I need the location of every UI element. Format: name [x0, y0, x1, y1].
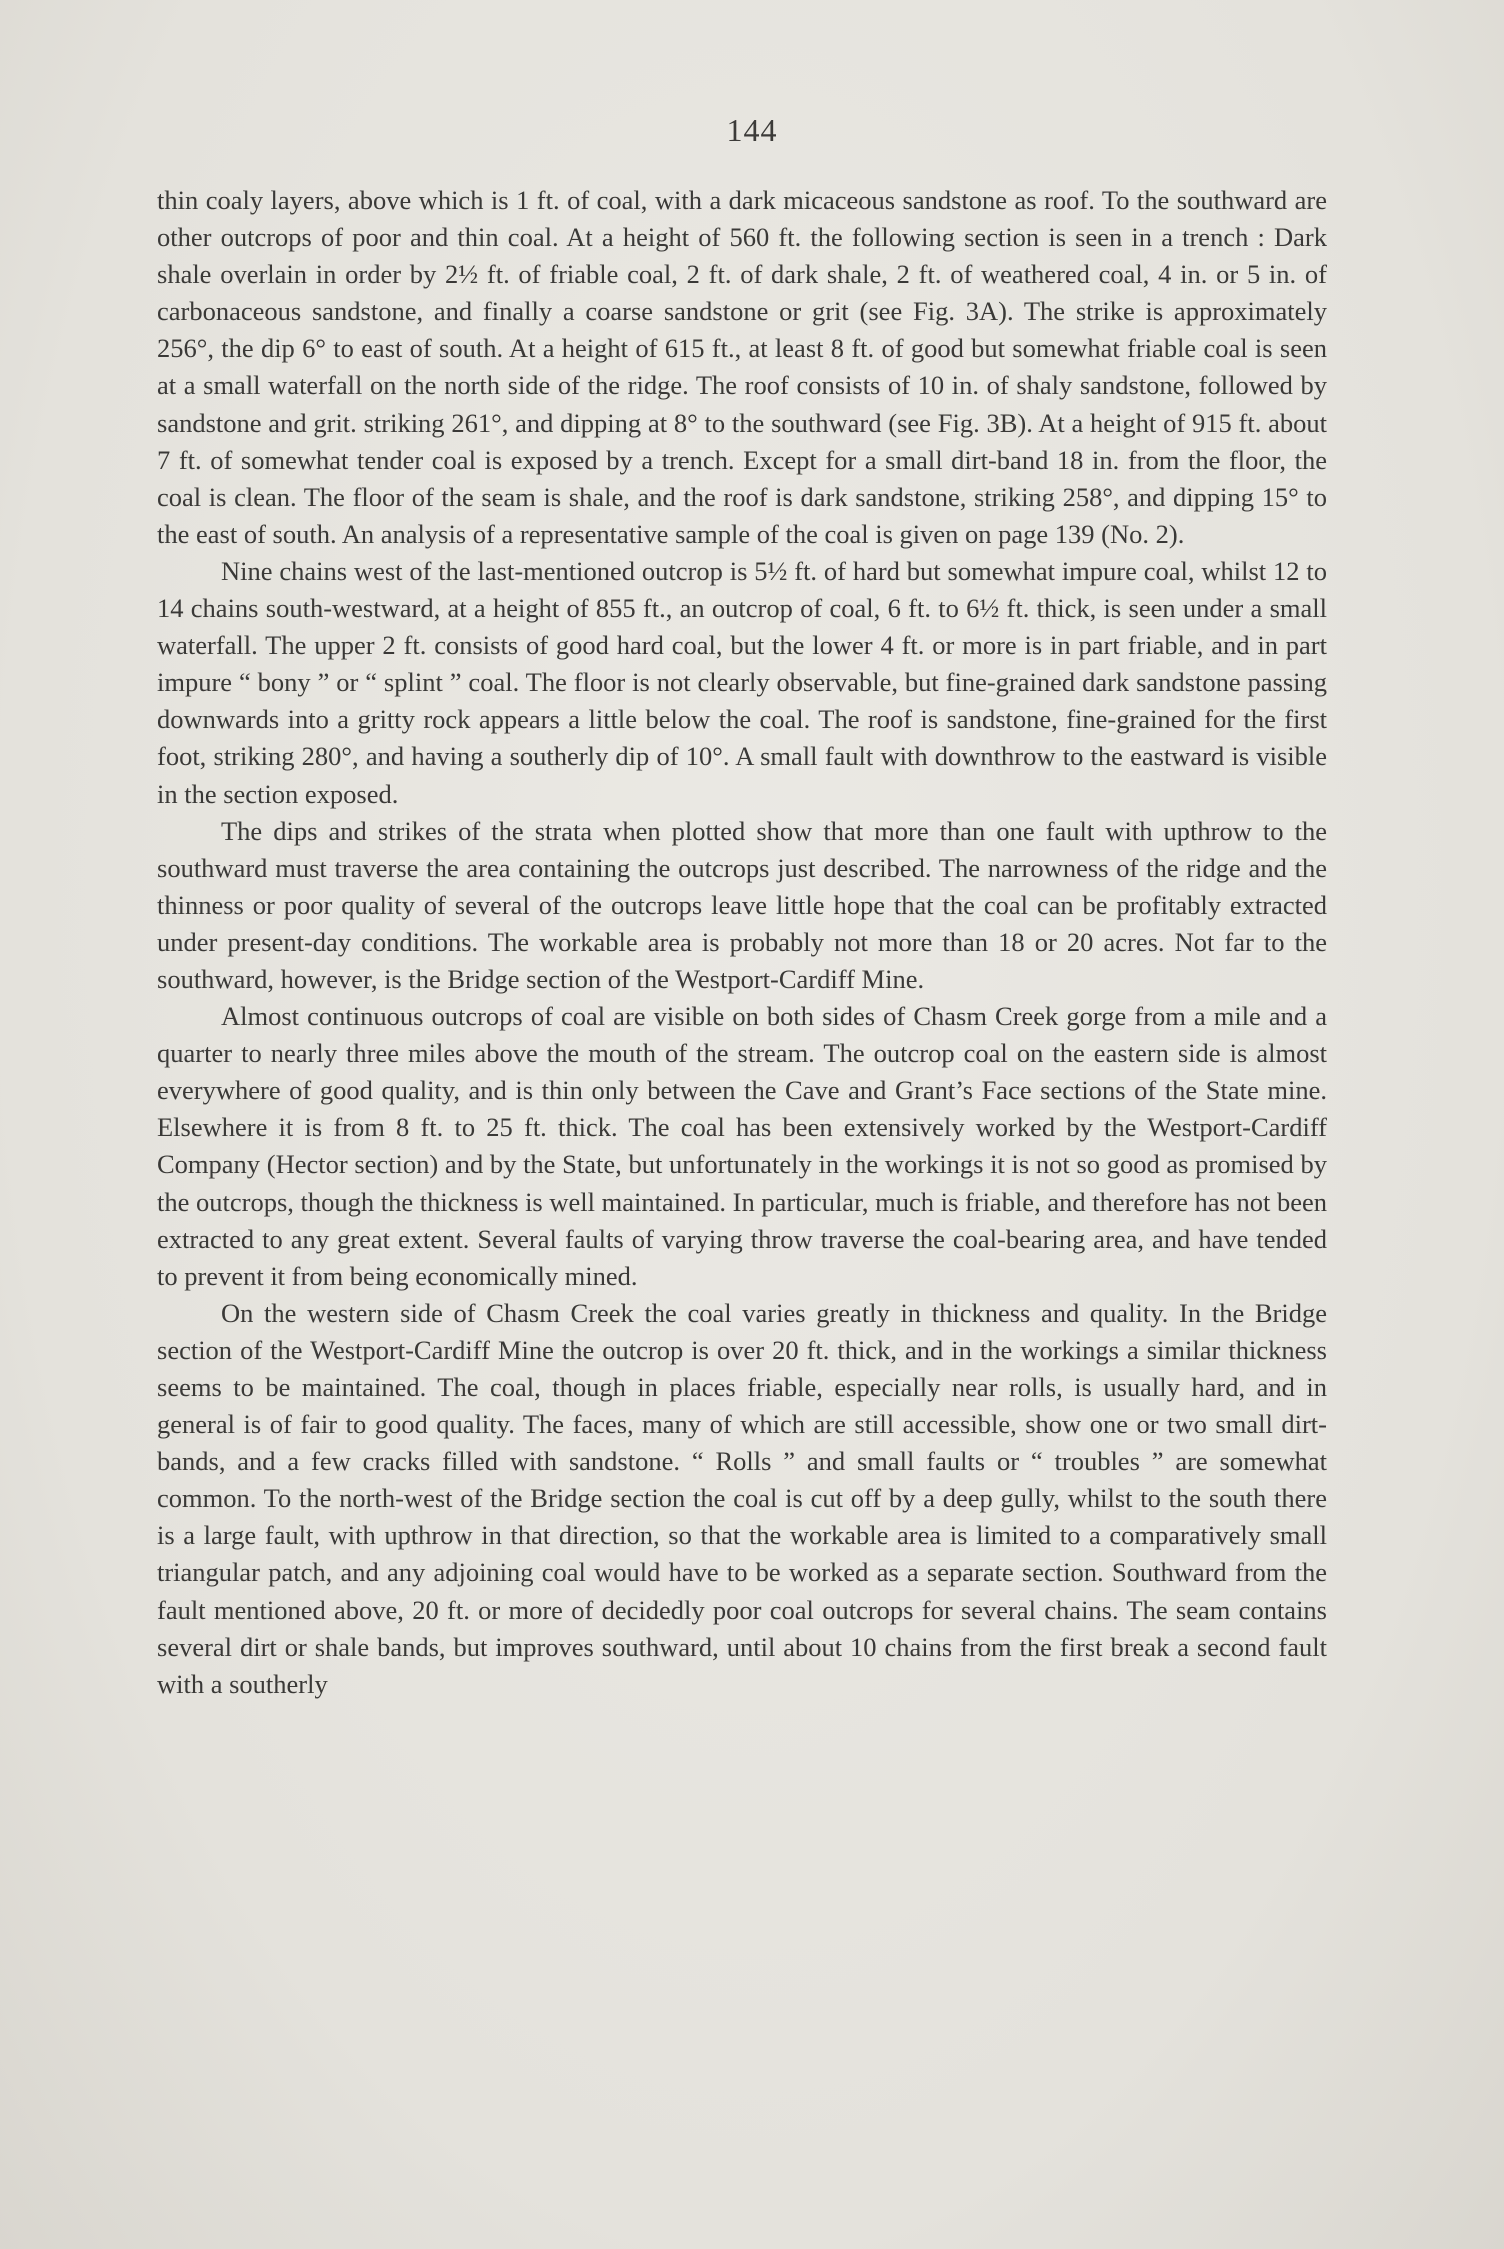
body-text	[157, 182, 1327, 1703]
paragraph-3: The dips and strikes of the strata when plotted show that more than one fault with upthrow to the southward must traverse the area containing the outcrops just described. The narrowness of the ridge and the thinness or poor quality of several of the outcrops leave little hope that the coal can be profitably extracted under present-day conditions. The workable area is probably not more than 18 or 20 acres. Not far to the southward, however, is the Bridge section of the Westport-Cardiff Mine.	[157, 815, 1327, 994]
page-number: 144	[726, 112, 778, 148]
paragraph-5: On the western side of Chasm Creek the coal varies greatly in thickness and quality. In the Bridge section of the Westport-Cardiff Mine the outcrop is over 20 ft. thick, and in the workings a similar thickness seems to be maintained. The coal, though in places friable, especially near rolls, is usually hard, and in general is of fair to good quality. The faces, many of which are still accessible, show one or two small dirt-bands, and a few cracks filled with sandstone. “ Rolls ” and small faults or “ troubles ” are somewhat common. To the north-west of the Bridge section the coal is cut off by a deep gully, whilst to the south there is a large fault, with upthrow in that direction, so that the workable area is limited to a comparatively small triangular patch, and any adjoining coal would have to be worked as a separate section. Southward from the fault mentioned above, 20 ft. or more of decidedly poor coal outcrops for several chains. The seam contains several dirt or shale bands, but improves southward, until about 10 chains from the first break a second fault with a southerly	[157, 1297, 1327, 1699]
paragraph-1: thin coaly layers, above which is 1 ft. of coal, with a dark micaceous sandstone as roof. To the southward are other outcrops of poor and thin coal. At a height of 560 ft. the following section is seen in a trench : Dark shale overlain in order by 2½ ft. of friable coal, 2 ft. of dark shale, 2 ft. of weathered coal, 4 in. or 5 in. of carbonaceous sandstone, and finally a coarse sandstone or grit (see Fig. 3A). The strike is approximately 256°, the dip 6° to east of south. At a height of 615 ft., at least 8 ft. of good but somewhat friable coal is seen at a small waterfall on the north side of the ridge. The roof consists of 10 in. of shaly sandstone, followed by sandstone and grit. striking 261°, and dipping at 8° to the southward (see Fig. 3B). At a height of 915 ft. about 7 ft. of somewhat tender coal is exposed by a trench. Except for a small dirt-band 18 in. from the floor, the coal is clean. The floor of the seam is shale, and the roof is dark sandstone, striking 258°, and dipping 15° to the east of south. An analysis of a representative sample of the coal is given on page 139 (No. 2).	[157, 185, 1327, 549]
paragraph-4: Almost continuous outcrops of coal are visible on both sides of Chasm Creek gorge from a mile and a quarter to nearly three miles above the mouth of the stream. The outcrop coal on the eastern side is almost everywhere of good quality, and is thin only between the Cave and Grant’s Face sections of the State mine. Elsewhere it is from 8 ft. to 25 ft. thick. The coal has been extensively worked by the Westport-Cardiff Company (Hector section) and by the State, but unfortunately in the workings it is not so good as promised by the outcrops, though the thickness is well maintained. In particular, much is friable, and therefore has not been extracted to any great extent. Several faults of varying throw traverse the coal-bearing area, and have tended to prevent it from being economically mined.	[157, 1001, 1327, 1291]
paragraph-2: Nine chains west of the last-mentioned outcrop is 5½ ft. of hard but somewhat impure coal, whilst 12 to 14 chains south-westward, at a height of 855 ft., an outcrop of coal, 6 ft. to 6½ ft. thick, is seen under a small waterfall. The upper 2 ft. consists of good hard coal, but the lower 4 ft. or more is in part friable, and in part impure “ bony ” or “ splint ” coal. The floor is not clearly observable, but fine-grained dark sandstone passing downwards into a gritty rock appears a little below the coal. The roof is sandstone, fine-grained for the first foot, striking 280°, and having a southerly dip of 10°. A small fault with downthrow to the eastward is visible in the section exposed.	[157, 555, 1327, 809]
